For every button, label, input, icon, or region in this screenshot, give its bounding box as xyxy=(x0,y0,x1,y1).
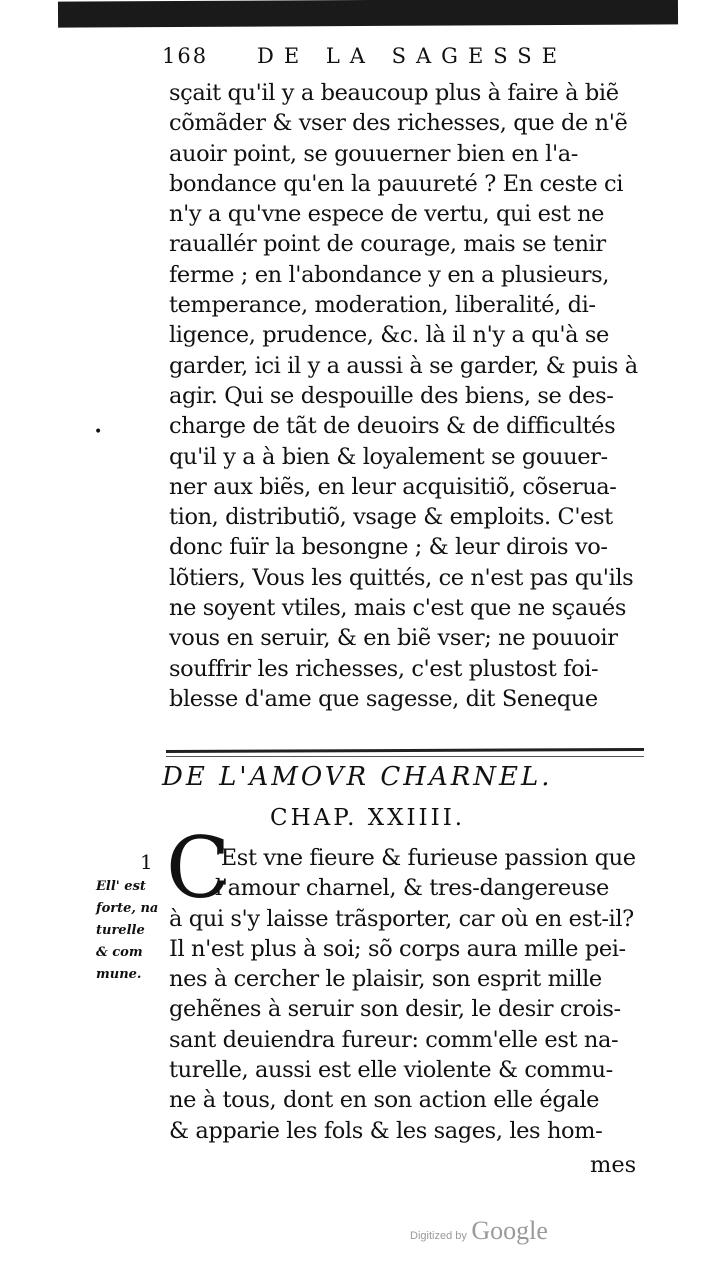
drop-cap: C xyxy=(166,819,231,917)
text-line: gehẽnes à seruir son desir, le desir crois- xyxy=(169,996,621,1023)
text-line: ner aux biẽs, en leur acquisitiõ, cõseruа- xyxy=(169,473,617,500)
text-line: cõmãder & vser des richesses, que de n'ẽ xyxy=(169,110,628,137)
text-line: 'Est vne fieure & furieuse passion que xyxy=(215,845,636,871)
text-line: rauallér point de courage, mais se tenir xyxy=(169,231,606,258)
running-title: DE LA SAGESSE xyxy=(257,44,568,68)
body-text xyxy=(169,78,649,714)
text-line: blesse d'ame que sagesse, dit Seneque xyxy=(169,685,598,712)
chapter-text xyxy=(169,843,649,1146)
text-line: vous en seruir, & en biẽ vser; ne pouuoir xyxy=(169,625,618,652)
section-rule xyxy=(166,748,644,753)
text-line: agir. Qui se despouille des biens, se des- xyxy=(169,382,614,409)
page-number: 168 xyxy=(162,44,209,68)
catchword: mes xyxy=(590,1152,637,1178)
text-line: souffrir les richesses, c'est plustost foi- xyxy=(169,655,599,682)
text-line: sant deuiendra fureur: comm'elle est na- xyxy=(169,1026,619,1053)
text-line: ferme ; en l'abondance y en a plusieurs, xyxy=(169,261,609,288)
text-line: tion, distributiõ, vsage & emploits. C'est xyxy=(169,504,613,531)
page-header xyxy=(162,44,642,76)
text-line: auoir point, se gouuerner bien en l'a- xyxy=(169,140,578,167)
watermark-brand: Google xyxy=(471,1216,548,1245)
margin-note-line: forte, na xyxy=(96,901,159,916)
text-line: lõtiers, Vous les quittés, ce n'est pas qu'ils xyxy=(169,564,634,591)
text-line: turelle, aussi est elle violente & commu- xyxy=(169,1057,613,1084)
section-rule-thin xyxy=(166,756,644,757)
text-line: sçait qu'il y a beaucoup plus à faire à biẽ xyxy=(169,80,619,106)
margin-note-line: Ell' est xyxy=(96,879,146,894)
margin-note-line: mune. xyxy=(96,967,142,982)
margin-note-line: & com xyxy=(96,945,143,960)
text-line: & apparie les fols & les sages, les hom- xyxy=(169,1117,603,1144)
text-line: ne soyent vtiles, mais c'est que ne sçaués xyxy=(169,595,626,622)
text-line: ligence, prudence, &c. là il n'y a qu'à se xyxy=(169,322,609,349)
text-line: n'y a qu'vne espece de vertu, qui est ne xyxy=(169,201,605,228)
chapter-heading: CHAP. XXIIII. xyxy=(270,805,466,831)
google-watermark xyxy=(410,1216,548,1246)
text-line: bondance qu'en la pauureté ? En ceste ci xyxy=(169,170,624,197)
text-line: qu'il y a à bien & loyalement se gouuer- xyxy=(169,443,608,470)
text-line: à qui s'y laisse trãsporter, car où en est-il? xyxy=(169,905,634,932)
margin-dot: • xyxy=(94,424,103,440)
margin-notes xyxy=(96,876,170,986)
text-line: donc fuïr la besongne ; & leur dirois vo- xyxy=(169,534,608,561)
text-line: temperance, moderation, liberalité, di- xyxy=(169,292,596,319)
margin-number: 1 xyxy=(140,850,153,874)
text-line: charge de tãt de deuoirs & de difficultés xyxy=(169,413,616,440)
watermark-prefix: Digitized by xyxy=(410,1230,467,1242)
text-line: Il n'est plus à soi; sõ corps aura mille pei- xyxy=(169,935,626,962)
text-line: l'amour charnel, & tres-dangereuse xyxy=(215,875,609,902)
text-line: nes à cercher le plaisir, son esprit mille xyxy=(169,966,602,993)
text-line: ne à tous, dont en son action elle égale xyxy=(169,1087,600,1114)
section-title: DE L'AMOVR CHARNEL. xyxy=(162,762,553,792)
margin-note-line: turelle xyxy=(96,923,145,938)
text-line: garder, ici il y a aussi à se garder, & puis à xyxy=(169,352,638,379)
